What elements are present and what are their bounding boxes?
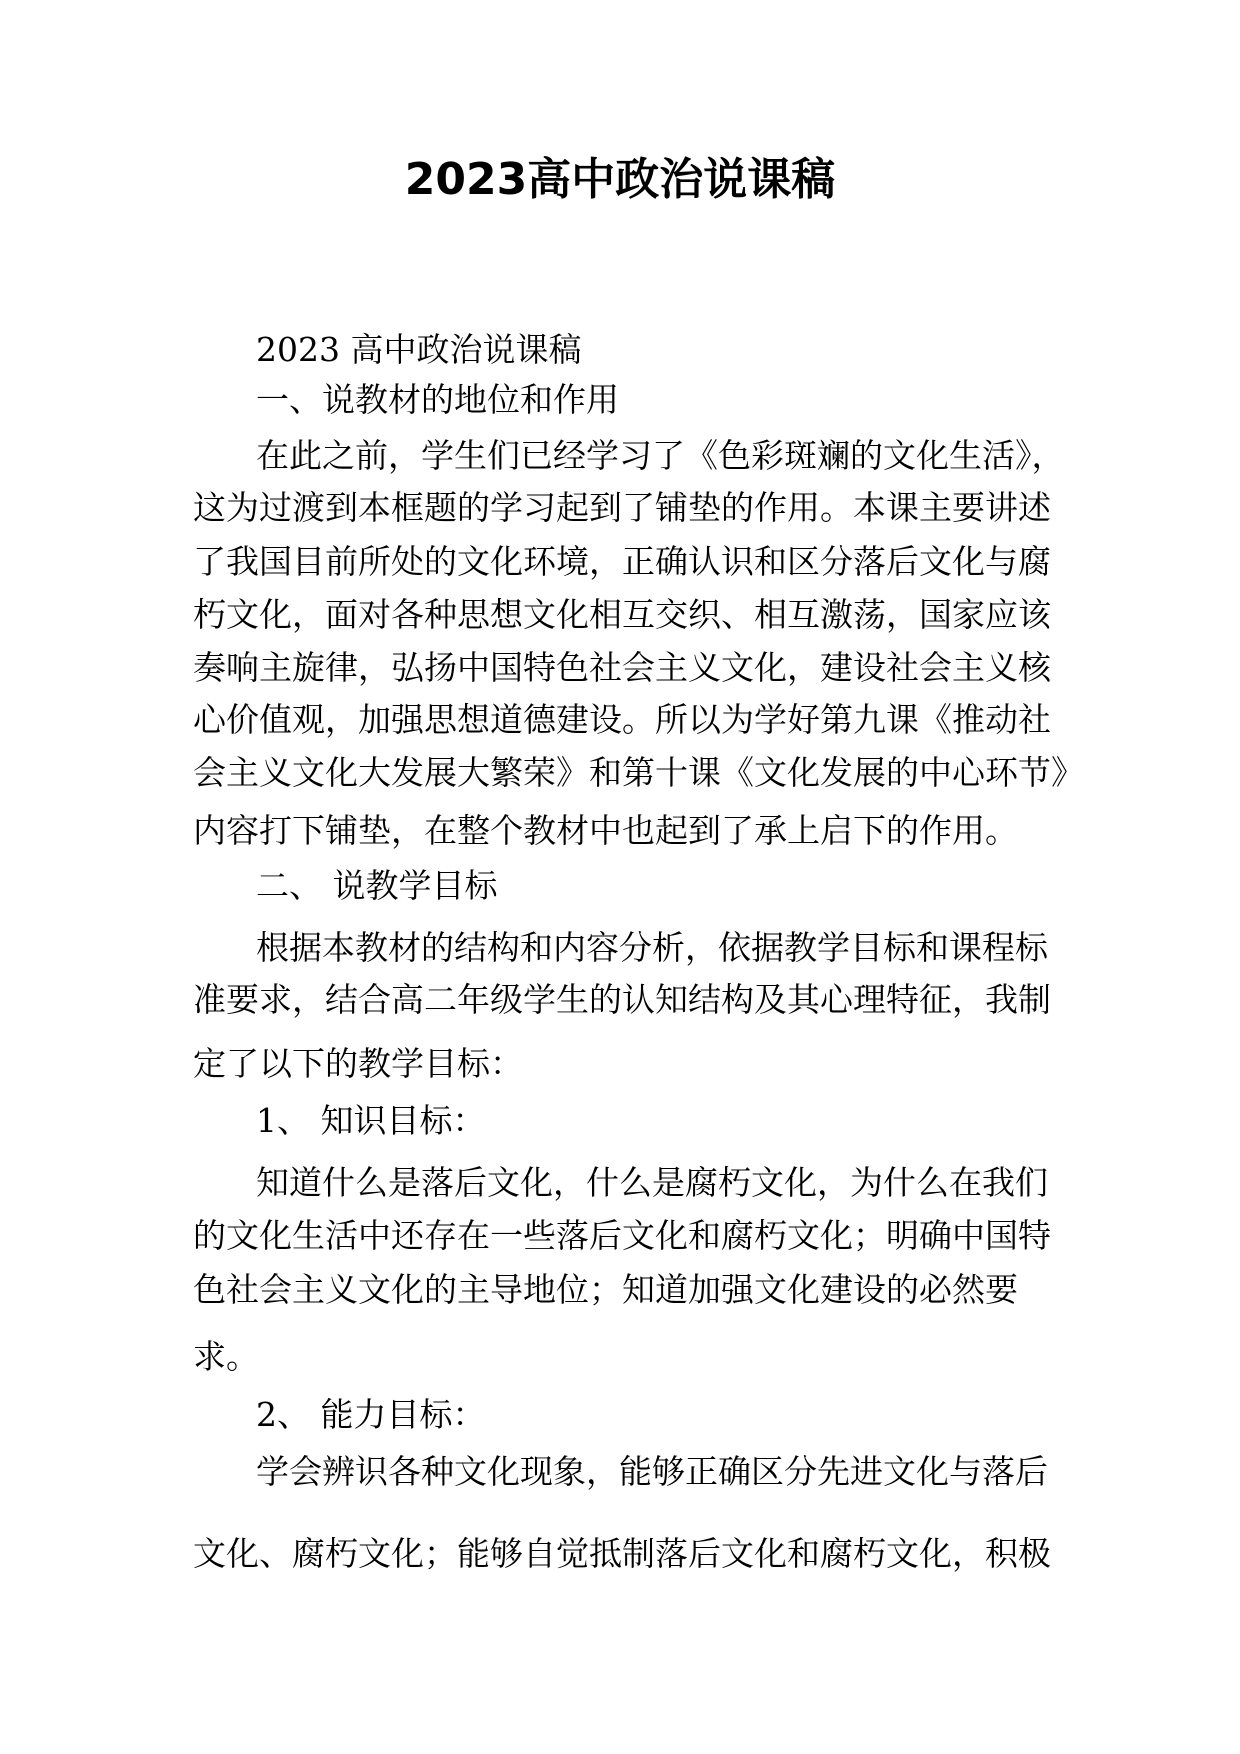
paragraph-line: 定了以下的教学目标： — [193, 1044, 523, 1083]
paragraph-line: 这为过渡到本框题的学习起到了铺垫的作用。本课主要讲述 — [193, 488, 1051, 527]
subsection-heading-ability: 2、 能力目标： — [256, 1395, 486, 1434]
subsection-heading-knowledge: 1、 知识目标： — [256, 1101, 486, 1140]
paragraph-line: 知道什么是落后文化，什么是腐朽文化，为什么在我们 — [256, 1163, 1048, 1202]
paragraph-line: 朽文化，面对各种思想文化相互交织、相互激荡，国家应该 — [193, 595, 1051, 634]
paragraph-line: 准要求，结合高二年级学生的认知结构及其心理特征，我制 — [193, 980, 1051, 1019]
section-heading-2: 二、 说教学目标 — [256, 866, 498, 905]
subtitle-line: 2023 高中政治说课稿 — [256, 330, 582, 369]
paragraph-line: 会主义文化大发展大繁荣》和第十课《文化发展的中心环节》 — [193, 753, 1084, 792]
paragraph-line: 心价值观，加强思想道德建设。所以为学好第九课《推动社 — [193, 700, 1051, 739]
paragraph-line: 内容打下铺垫，在整个教材中也起到了承上启下的作用。 — [193, 811, 1018, 850]
paragraph-line: 根据本教材的结构和内容分析，依据教学目标和课程标 — [256, 928, 1048, 967]
document-title: 2023高中政治说课稿 — [404, 154, 836, 205]
paragraph-line: 的文化生活中还存在一些落后文化和腐朽文化；明确中国特 — [193, 1216, 1051, 1255]
section-heading-1: 一、说教材的地位和作用 — [256, 380, 619, 419]
paragraph-line: 在此之前，学生们已经学习了《色彩斑斓的文化生活》， — [256, 436, 1065, 475]
paragraph-line: 奏响主旋律，弘扬中国特色社会主义文化，建设社会主义核 — [193, 648, 1051, 687]
paragraph-line: 了我国目前所处的文化环境，正确认识和区分落后文化与腐 — [193, 542, 1051, 581]
paragraph-line: 文化、腐朽文化；能够自觉抵制落后文化和腐朽文化，积极 — [193, 1534, 1051, 1573]
paragraph-line: 求。 — [193, 1337, 259, 1376]
paragraph-line: 学会辨识各种文化现象，能够正确区分先进文化与落后 — [256, 1452, 1048, 1491]
paragraph-line: 色社会主义文化的主导地位；知道加强文化建设的必然要 — [193, 1270, 1018, 1309]
